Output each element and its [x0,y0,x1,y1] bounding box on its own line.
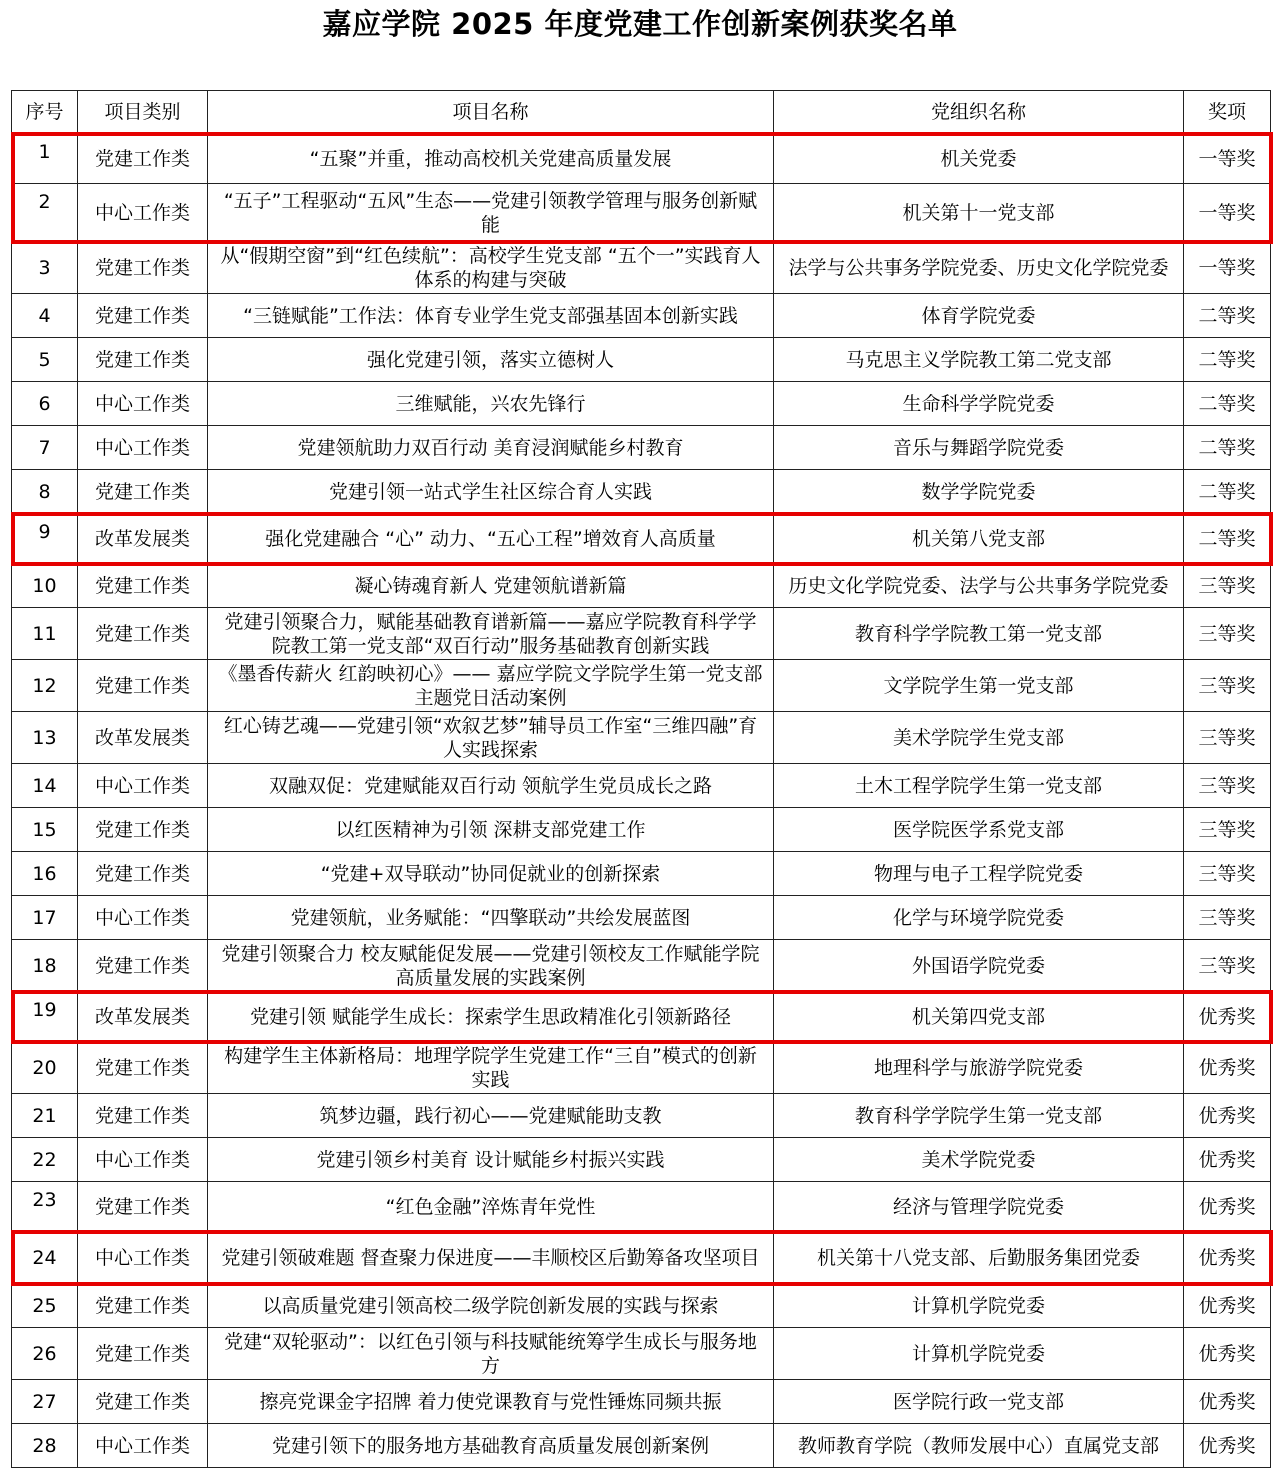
cell-organization: 机关第四党支部 [774,992,1184,1042]
table-row [12,564,1271,608]
cell-no: 10 [12,564,78,608]
cell-category: 党建工作类 [78,1094,208,1138]
cell-organization: 马克思主义学院教工第二党支部 [774,338,1184,382]
cell-no: 5 [12,338,78,382]
cell-organization: 教师教育学院（教师发展中心）直属党支部 [774,1424,1184,1468]
cell-organization: 美术学院党委 [774,1138,1184,1182]
header-award: 奖项 [1184,91,1271,134]
table-row [12,514,1271,564]
table-body [12,134,1271,1468]
table-row [12,940,1271,992]
cell-organization: 教育科学学院教工第一党支部 [774,608,1184,660]
cell-organization: 生命科学学院党委 [774,382,1184,426]
cell-no: 11 [12,608,78,660]
cell-no: 20 [12,1042,78,1094]
cell-organization: 历史文化学院党委、法学与公共事务学院党委 [774,564,1184,608]
cell-award: 三等奖 [1184,940,1271,992]
table-row [12,338,1271,382]
cell-category: 党建工作类 [78,660,208,712]
table-row [12,426,1271,470]
cell-no: 19 [12,992,78,1042]
cell-category: 中心工作类 [78,1138,208,1182]
cell-organization: 物理与电子工程学院党委 [774,852,1184,896]
cell-no: 9 [12,514,78,564]
cell-award: 三等奖 [1184,808,1271,852]
cell-project-name: 党建引领聚合力 校友赋能促发展——党建引领校友工作赋能学院高质量发展的实践案例 [208,940,774,992]
cell-no: 7 [12,426,78,470]
cell-organization: 数学学院党委 [774,470,1184,514]
cell-organization: 医学院行政一党支部 [774,1380,1184,1424]
cell-award: 三等奖 [1184,712,1271,764]
cell-project-name: 以高质量党建引领高校二级学院创新发展的实践与探索 [208,1284,774,1328]
cell-category: 党建工作类 [78,242,208,294]
cell-no: 2 [12,184,78,242]
cell-project-name: 党建引领 赋能学生成长：探索学生思政精准化引领新路径 [208,992,774,1042]
cell-project-name: “三链赋能”工作法：体育专业学生党支部强基固本创新实践 [208,294,774,338]
cell-organization: 计算机学院党委 [774,1284,1184,1328]
cell-category: 党建工作类 [78,808,208,852]
cell-organization: 土木工程学院学生第一党支部 [774,764,1184,808]
cell-no: 15 [12,808,78,852]
cell-category: 党建工作类 [78,1182,208,1232]
cell-category: 党建工作类 [78,1328,208,1380]
cell-organization: 机关第十一党支部 [774,184,1184,242]
cell-project-name: 党建引领乡村美育 设计赋能乡村振兴实践 [208,1138,774,1182]
table-row [12,294,1271,338]
cell-award: 三等奖 [1184,896,1271,940]
cell-category: 中心工作类 [78,184,208,242]
table-row [12,1094,1271,1138]
cell-no: 21 [12,1094,78,1138]
cell-organization: 教育科学学院学生第一党支部 [774,1094,1184,1138]
cell-project-name: 以红医精神为引领 深耕支部党建工作 [208,808,774,852]
cell-no: 25 [12,1284,78,1328]
table-row [12,852,1271,896]
cell-no: 28 [12,1424,78,1468]
cell-category: 中心工作类 [78,1424,208,1468]
cell-category: 党建工作类 [78,134,208,184]
table-row [12,764,1271,808]
cell-award: 二等奖 [1184,294,1271,338]
cell-project-name: 强化党建引领，落实立德树人 [208,338,774,382]
cell-no: 13 [12,712,78,764]
cell-organization: 法学与公共事务学院党委、历史文化学院党委 [774,242,1184,294]
table-header-row [12,91,1271,134]
cell-category: 党建工作类 [78,470,208,514]
award-table [11,90,1271,1468]
table-row [12,1138,1271,1182]
cell-award: 二等奖 [1184,382,1271,426]
cell-award: 三等奖 [1184,564,1271,608]
cell-project-name: 构建学生主体新格局：地理学院学生党建工作“三自”模式的创新实践 [208,1042,774,1094]
cell-no: 6 [12,382,78,426]
cell-no: 24 [12,1232,78,1284]
cell-category: 党建工作类 [78,608,208,660]
cell-award: 三等奖 [1184,660,1271,712]
table-row [12,1042,1271,1094]
cell-award: 二等奖 [1184,470,1271,514]
table-row [12,1380,1271,1424]
cell-category: 中心工作类 [78,426,208,470]
header-project-name: 项目名称 [208,91,774,134]
cell-project-name: 党建引领下的服务地方基础教育高质量发展创新案例 [208,1424,774,1468]
cell-project-name: 双融双促：党建赋能双百行动 领航学生党员成长之路 [208,764,774,808]
table-row [12,712,1271,764]
cell-award: 优秀奖 [1184,1042,1271,1094]
table-row [12,1328,1271,1380]
cell-project-name: “五聚”并重，推动高校机关党建高质量发展 [208,134,774,184]
cell-category: 中心工作类 [78,382,208,426]
header-no: 序号 [12,91,78,134]
table-row [12,1182,1271,1232]
cell-category: 党建工作类 [78,338,208,382]
cell-award: 优秀奖 [1184,992,1271,1042]
cell-no: 17 [12,896,78,940]
cell-award: 优秀奖 [1184,1424,1271,1468]
cell-project-name: 党建“双轮驱动”：以红色引领与科技赋能统筹学生成长与服务地方 [208,1328,774,1380]
cell-no: 12 [12,660,78,712]
table-row [12,896,1271,940]
cell-organization: 计算机学院党委 [774,1328,1184,1380]
cell-no: 23 [12,1182,78,1232]
cell-category: 党建工作类 [78,1380,208,1424]
header-organization: 党组织名称 [774,91,1184,134]
cell-award: 二等奖 [1184,514,1271,564]
cell-award: 优秀奖 [1184,1094,1271,1138]
cell-category: 党建工作类 [78,564,208,608]
cell-award: 一等奖 [1184,134,1271,184]
cell-award: 二等奖 [1184,426,1271,470]
cell-category: 改革发展类 [78,992,208,1042]
cell-award: 三等奖 [1184,764,1271,808]
cell-award: 三等奖 [1184,852,1271,896]
cell-award: 一等奖 [1184,184,1271,242]
cell-no: 14 [12,764,78,808]
cell-organization: 机关第八党支部 [774,514,1184,564]
table-row [12,1424,1271,1468]
cell-category: 党建工作类 [78,940,208,992]
cell-project-name: “五子”工程驱动“五风”生态——党建引领教学管理与服务创新赋能 [208,184,774,242]
table-row [12,608,1271,660]
cell-project-name: 擦亮党课金字招牌 着力使党课教育与党性锤炼同频共振 [208,1380,774,1424]
cell-award: 二等奖 [1184,338,1271,382]
table-row [12,808,1271,852]
table-row [12,242,1271,294]
cell-category: 党建工作类 [78,294,208,338]
cell-no: 27 [12,1380,78,1424]
cell-category: 改革发展类 [78,514,208,564]
header-category: 项目类别 [78,91,208,134]
cell-no: 4 [12,294,78,338]
cell-category: 党建工作类 [78,852,208,896]
cell-organization: 化学与环境学院党委 [774,896,1184,940]
cell-no: 3 [12,242,78,294]
table-row [12,184,1271,242]
cell-category: 党建工作类 [78,1284,208,1328]
cell-category: 党建工作类 [78,1042,208,1094]
cell-no: 1 [12,134,78,184]
cell-no: 26 [12,1328,78,1380]
cell-award: 优秀奖 [1184,1284,1271,1328]
cell-project-name: 《墨香传薪火 红韵映初心》—— 嘉应学院文学院学生第一党支部主题党日活动案例 [208,660,774,712]
table-row [12,1232,1271,1284]
cell-award: 优秀奖 [1184,1380,1271,1424]
cell-organization: 体育学院党委 [774,294,1184,338]
table-row [12,992,1271,1042]
cell-project-name: 从“假期空窗”到“红色续航”：高校学生党支部 “五个一”实践育人体系的构建与突破 [208,242,774,294]
cell-organization: 机关党委 [774,134,1184,184]
cell-project-name: “红色金融”淬炼青年党性 [208,1182,774,1232]
cell-organization: 美术学院学生党支部 [774,712,1184,764]
table-row [12,470,1271,514]
cell-project-name: 凝心铸魂育新人 党建领航谱新篇 [208,564,774,608]
cell-project-name: 党建领航，业务赋能：“四擎联动”共绘发展蓝图 [208,896,774,940]
table-row [12,660,1271,712]
cell-no: 8 [12,470,78,514]
page-title: 嘉应学院 2025 年度党建工作创新案例获奖名单 [322,7,958,41]
cell-project-name: 红心铸艺魂——党建引领“欢叙艺梦”辅导员工作室“三维四融”育人实践探索 [208,712,774,764]
cell-category: 中心工作类 [78,896,208,940]
cell-organization: 文学院学生第一党支部 [774,660,1184,712]
cell-no: 16 [12,852,78,896]
cell-organization: 外国语学院党委 [774,940,1184,992]
cell-award: 一等奖 [1184,242,1271,294]
cell-award: 优秀奖 [1184,1182,1271,1232]
cell-category: 中心工作类 [78,1232,208,1284]
cell-project-name: “党建+双导联动”协同促就业的创新探索 [208,852,774,896]
table-row [12,1284,1271,1328]
cell-award: 优秀奖 [1184,1328,1271,1380]
cell-organization: 地理科学与旅游学院党委 [774,1042,1184,1094]
table-row [12,134,1271,184]
table-row [12,382,1271,426]
cell-no: 18 [12,940,78,992]
cell-award: 优秀奖 [1184,1232,1271,1284]
cell-project-name: 党建引领一站式学生社区综合育人实践 [208,470,774,514]
cell-award: 优秀奖 [1184,1138,1271,1182]
cell-organization: 机关第十八党支部、后勤服务集团党委 [774,1232,1184,1284]
cell-award: 三等奖 [1184,608,1271,660]
cell-project-name: 党建引领破难题 督查聚力保进度——丰顺校区后勤筹备攻坚项目 [208,1232,774,1284]
cell-category: 改革发展类 [78,712,208,764]
cell-organization: 音乐与舞蹈学院党委 [774,426,1184,470]
cell-project-name: 党建领航助力双百行动 美育浸润赋能乡村教育 [208,426,774,470]
cell-project-name: 筑梦边疆，践行初心——党建赋能助支教 [208,1094,774,1138]
cell-project-name: 三维赋能，兴农先锋行 [208,382,774,426]
cell-project-name: 党建引领聚合力，赋能基础教育谱新篇——嘉应学院教育科学学院教工第一党支部“双百行动”服务基础教育创新实践 [208,608,774,660]
cell-project-name: 强化党建融合 “心” 动力、“五心工程”增效育人高质量 [208,514,774,564]
cell-no: 22 [12,1138,78,1182]
cell-organization: 经济与管理学院党委 [774,1182,1184,1232]
cell-category: 中心工作类 [78,764,208,808]
cell-organization: 医学院医学系党支部 [774,808,1184,852]
